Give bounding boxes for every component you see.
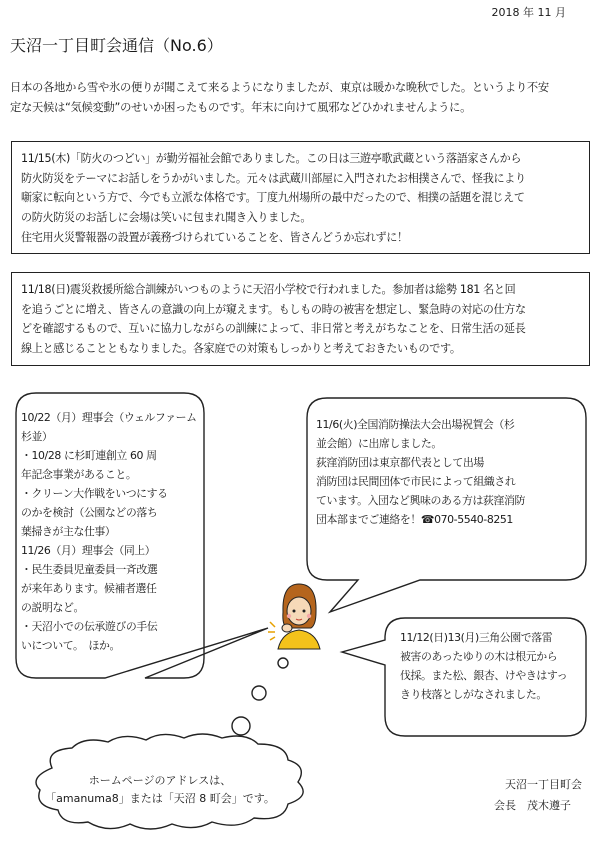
article-line: 線上と感じることともなりました。各家庭での対策もしっかりと考えておきたいものです。 [21, 342, 461, 356]
article-line: の防火防災のお話しに会場は笑いに包まれ聞き入りました。 [21, 211, 312, 225]
bubble-line: 10/22（月）理事会（ウェルファーム [21, 411, 197, 424]
thinking-woman-icon [268, 584, 320, 649]
bubble-line: ・民生委員児童委員一斉改選 [21, 563, 158, 576]
intro-line: 日本の各地から雪や氷の便りが聞こえて来るようになりましたが、東京は暖かな晩秋でした。というより不安 [10, 81, 549, 94]
fire-brigade-notice [316, 415, 581, 529]
bubble-line: ・10/28 に杉町連創立 60 周 [21, 449, 157, 462]
article-line: 11/15(木)「防火のつどい」が勤労福祉会館でありました。この日は三遊亭歌武蔵という落語家さんから [21, 152, 522, 165]
newsletter-title: 天沼一丁目町会通信（No.6） [10, 36, 223, 55]
thought-bubble-dot [278, 658, 288, 668]
bubble-line: ・クリーン大作戦をいつにする [21, 487, 168, 500]
bubble-line: 消防団は民間団体で市民によって組織され [316, 475, 516, 488]
thought-bubble-dot [252, 686, 266, 700]
intro-line: 定な天候は“気候変動”のせいか困ったものです。年末に向けて風邪などひかれませんように。 [10, 101, 472, 114]
intro-paragraph [10, 78, 595, 118]
bubble-line: 団本部までご連絡を！☎070-5540-8251 [316, 513, 513, 526]
article-line: どを確認するもので、互いに協力しながらの訓練によって、非日常と考えがちなことを、日常生活の延長 [21, 322, 526, 336]
bubble-line: の説明など。 [21, 601, 84, 614]
fire-prevention-article [11, 141, 590, 254]
park-tree-notice [400, 628, 580, 704]
bubble-line: 11/12(日)13(月)三角公園で落雷 [400, 631, 553, 644]
signature-president: 会長 茂木遵子 [494, 799, 571, 812]
bubble-line: のかを検討（公園などの落ち [21, 506, 158, 519]
bubble-line: 11/6(火)全国消防操法大会出場祝賀会（杉 [316, 418, 515, 431]
issue-date: 2018 年 11 月 [491, 6, 566, 19]
article-line: 防火防災をテーマにお話しをうかがいました。元々は武蔵川部屋に入門されたお相撲さんで、怪我により [21, 171, 526, 185]
bubble-line: きり枝落としがなされました。 [400, 688, 547, 701]
disaster-drill-article [11, 272, 590, 366]
bubble-line: 並会館）に出席しました。 [316, 437, 442, 450]
bubble-line: いについて。 ほか。 [21, 639, 121, 652]
cloud-line: ホームページのアドレスは、 [88, 774, 232, 787]
bubble-line: ・天沼小での伝承遊びの手伝 [21, 620, 158, 633]
signature-organization: 天沼一丁目町会 [505, 778, 582, 791]
bubble-line: 11/26（月）理事会（同上） [21, 544, 156, 557]
bubble-line: が来年あります。候補者選任 [21, 582, 157, 595]
article-line: 11/18(日)震災救援所総合訓練がいつものように天沼小学校で行われました。参加者は総勢 181 名と回 [21, 283, 516, 296]
bubble-line: 荻窪消防団は東京都代表として出場 [316, 456, 484, 469]
article-line: 噺家に転向という方で、今でも立派な体格です。丁度九州場所の最中だったので、相撲の話題を混じえて [21, 191, 525, 205]
article-line: を追うごとに増え、皆さんの意識の向上が窺えます。もしもの時の被害を想定し、緊急時の対応の仕方な [21, 302, 526, 316]
bubble-line: 伐採。また松、銀杏、けやきはすっ [400, 669, 568, 682]
homepage-address [0, 772, 320, 808]
bubble-line: ています。入団など興味のある方は荻窪消防 [316, 494, 525, 507]
board-meeting-notes [21, 408, 201, 655]
bubble-line: 葉掃きが主な仕事） [21, 525, 116, 538]
bubble-line: 年記念事業があること。 [21, 468, 137, 481]
bubble-line: 杉並） [21, 430, 53, 443]
article-line: 住宅用火災警報器の設置が義務づけられていることを、皆さんどうか忘れずに！ [21, 230, 408, 244]
thought-bubble-dot [232, 717, 250, 735]
cloud-line: 「amanuma8」または「天沼 8 町会」です。 [45, 792, 275, 805]
bubble-line: 被害のあったゆりの木は根元から [400, 650, 558, 663]
